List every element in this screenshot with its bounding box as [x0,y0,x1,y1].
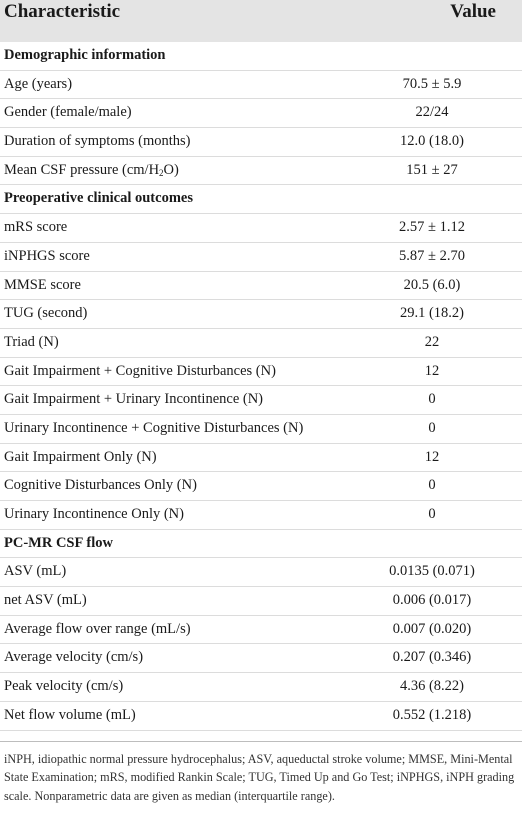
section-header-row [0,185,522,214]
row-value: 12 [424,362,440,379]
row-label-text: Demographic information [4,47,166,63]
section-label [4,535,113,552]
table-row [0,472,522,501]
row-label [4,162,179,179]
table-header [0,0,522,42]
row-label [4,592,87,609]
row-label-text: Age (years) [4,75,73,92]
row-label [4,477,197,494]
row-value: 0 [428,506,436,522]
row-label [4,707,136,724]
table-row [0,243,522,272]
row-label-text: Peak velocity (cm/s) [4,678,124,695]
row-label-text: Gait Impairment + Cognitive Disturbances (N) [4,362,276,379]
table-row [0,300,522,329]
row-label [4,363,276,380]
row-value: 0.552 (1.218) [392,706,472,723]
row-value: 20.5 (6.0) [403,276,461,293]
row-label-text: Net flow volume (mL) [4,706,136,723]
row-label-text: Urinary Incontinence Only (N) [4,506,184,522]
row-label [4,248,90,265]
row-value: 0.006 (0.017) [392,592,472,609]
row-label-text: Mean CSF pressure (cm/H [4,161,160,178]
row-value: 5.87 ± 2.70 [399,247,465,264]
row-label-text: mRS score [4,219,68,236]
row-label-text: Cognitive Disturbances Only (N) [4,477,197,494]
row-label [4,277,81,294]
row-value: 2.57 ± 1.12 [399,219,465,236]
table-row [0,558,522,587]
table-row [0,616,522,645]
row-label [4,621,191,638]
row-label-text: iNPHGS score [4,247,90,264]
row-value: 70.5 ± 5.9 [402,75,462,92]
row-value: 12 [424,448,440,465]
row-label-text: net ASV (mL) [4,592,87,609]
row-value: 0.007 (0.020) [392,620,472,637]
table-row [0,386,522,415]
row-label-text: PC-MR CSF flow [4,534,113,551]
row-label-text: ASV (mL) [4,563,67,580]
table-row [0,587,522,616]
row-value: 22/24 [415,104,449,121]
row-label-text: Average velocity (cm/s) [4,649,144,666]
section-header-row [0,42,522,71]
row-value: 0 [428,419,436,436]
row-label-text: Triad (N) [4,333,59,350]
row-label [4,449,157,466]
row-label-text: Duration of symptoms (months) [4,133,191,150]
section-label [4,190,193,207]
row-label-text: Urinary Incontinence + Cognitive Disturbances (N) [4,419,304,436]
row-value: 4.36 (8.22) [399,678,465,695]
row-label [4,678,123,695]
row-label-subscript: 2 [159,167,164,178]
row-value: 12.0 (18.0) [399,133,465,150]
section-label [4,47,166,64]
table-row [0,444,522,473]
row-value: 0 [428,391,436,408]
table-row [0,673,522,702]
row-label [4,219,67,236]
row-value: 0.0135 (0.071) [389,563,475,580]
table-row [0,329,522,358]
row-value: 29.1 (18.2) [399,305,465,322]
row-label-text: Preoperative clinical outcomes [4,190,193,207]
row-label [4,334,59,351]
row-label [4,76,72,93]
table-row [0,358,522,387]
row-label [4,420,303,437]
table-row [0,702,522,731]
table-row [0,157,522,186]
table-row [0,71,522,100]
row-label-text: Gait Impairment Only (N) [4,448,157,465]
section-header-row [0,530,522,559]
row-value: 22 [424,333,440,350]
row-label [4,305,87,322]
row-label-text: Gender (female/male) [4,104,132,121]
table-row [0,644,522,673]
row-value: 0.207 (0.346) [392,649,472,666]
table-row [0,415,522,444]
row-label [4,133,190,150]
row-label-text: Gait Impairment + Urinary Incontinence (N) [4,391,264,408]
row-label-text: TUG (second) [4,305,88,322]
table-row [0,128,522,157]
row-label [4,391,263,408]
row-label [4,563,66,580]
row-label-text: Average flow over range (mL/s) [4,620,191,637]
table-row [0,272,522,301]
header-characteristic: Characteristic [4,1,121,22]
row-label [4,506,184,523]
row-label-suffix: O) [163,161,179,178]
row-label-text: MMSE score [4,276,81,293]
table-row [0,214,522,243]
table-body [0,42,522,731]
row-label [4,649,143,666]
header-value: Value [450,1,496,22]
row-value: 151 ± 27 [406,161,458,178]
row-value: 0 [428,477,436,494]
table-row [0,501,522,530]
table-footnote: iNPH, idiopathic normal pressure hydrocephalus; ASV, aqueductal stroke volume; MMSE, Mini-Mental State Examination; mRS, modified Rankin Scale; TUG, Timed Up and Go Test; iNPHGS, iNPH grading scale. Nonparametric data are given as median (interquartile range). [4,751,515,803]
table-row [0,99,522,128]
row-label [4,104,132,121]
